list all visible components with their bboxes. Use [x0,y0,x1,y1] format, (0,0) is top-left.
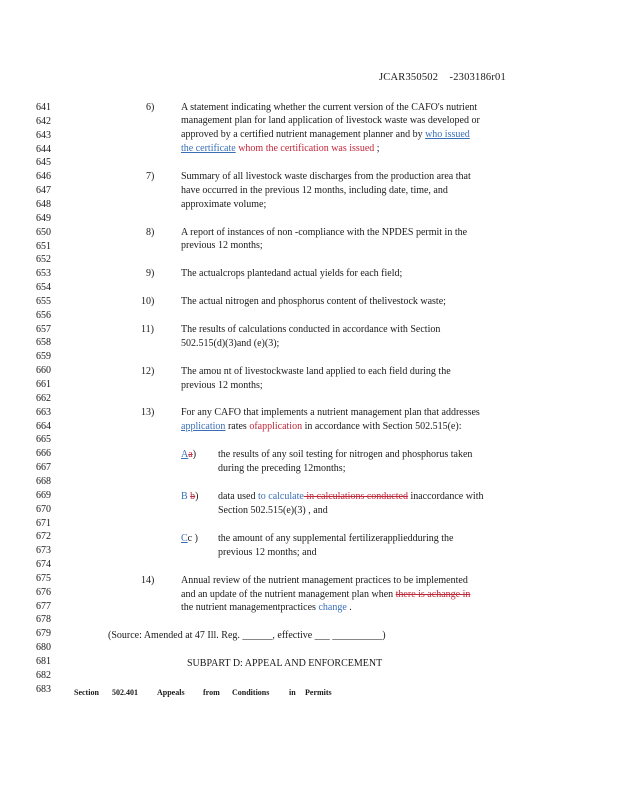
line-number: 673 [36,545,51,557]
line-number: 642 [36,115,51,127]
line-number: 676 [36,586,51,598]
section-number: 502.401 [112,688,138,697]
item-text: approximate volume; [181,199,267,210]
inserted-text: the certificate [181,143,236,154]
item-number: 6) [146,102,155,113]
line-number: 678 [36,614,51,626]
item-number: 12) [141,366,155,377]
line-number: 681 [36,656,51,667]
highlighted-text: ofapplication [249,421,303,432]
item-text: during the preceding 12months; [218,463,346,474]
item-text: For any CAFO that implements a nutrient management plan that addresses [181,407,480,418]
text-run: . [346,602,352,613]
line-number: 680 [36,642,51,654]
item-text: The actualcrops plantedand actual yields for each field; [181,268,403,279]
line-number: 652 [36,254,51,266]
line-number: 657 [36,323,51,335]
section-label: Section [74,688,99,697]
line-number: 662 [36,392,51,404]
inserted-text: application [181,421,226,432]
revision-code: -2303186r01 [449,72,506,83]
line-number: 643 [36,129,51,141]
inserted-text: B [181,491,188,502]
line-number: 649 [36,212,51,224]
line-number: 660 [36,365,51,377]
item-number: 14) [141,575,155,586]
subitem-letter [181,450,196,460]
section-title-word: from [203,688,220,697]
line-number: 682 [36,669,51,681]
item-text: A statement indicating whether the current version of the CAFO's nutrient [181,102,478,113]
line-number: 645 [36,157,51,169]
item-number: 7) [146,171,155,182]
inserted-text: A [181,449,189,460]
item-text: Annual review of the nutrient management practices to be implemented [181,575,468,586]
line-number: 671 [36,517,51,529]
subitem-letter [181,534,198,544]
doc-code: JCAR350502 [379,72,439,83]
item-number: 8) [146,227,155,238]
inserted-text: change [318,602,347,613]
line-number: 650 [36,226,51,238]
line-number: 656 [36,309,51,321]
text-run: ; [374,143,380,154]
line-number: 677 [36,600,51,612]
section-title-word: Appeals [157,688,185,697]
section-title-word: Conditions [232,688,270,697]
deleted-text: there is achange in [395,589,471,600]
item-text: previous 12 months; [181,380,263,391]
item-text: 502.515(d)(3)and (e)(3); [181,338,280,349]
text-run: approved by a certified nutrient management planner and by [181,129,423,140]
item-text [218,492,483,502]
line-number: 668 [36,475,51,487]
item-text: management plan for land application of livestock waste was developed or [181,115,480,126]
item-number: 11) [141,324,154,335]
line-number: 670 [36,503,51,515]
line-number: 683 [36,683,51,695]
section-title-word: in [289,688,296,697]
line-number: 672 [36,531,51,543]
line-number: 674 [36,559,51,570]
item-text [181,130,470,140]
line-number: 646 [36,171,51,183]
line-number: 655 [36,295,51,307]
item-text: have occurred in the previous 12 months, including date, time, and [181,185,448,196]
inserted-text: C [181,533,188,544]
line-number: 669 [36,489,51,501]
line-number: 651 [36,240,51,252]
item-text [181,603,352,613]
line-number: 647 [36,185,51,197]
line-number: 663 [36,406,51,418]
line-number: 644 [36,143,51,155]
line-number: 667 [36,462,51,474]
line-number: 675 [36,572,51,584]
deleted-text: in calculations conducted [303,491,408,502]
line-number: 665 [36,434,51,446]
text-run: c ) [187,533,198,544]
line-number: 653 [36,268,51,280]
line-number: 648 [36,198,51,210]
subpart-heading: SUBPART D: APPEAL AND ENFORCEMENT [187,658,383,669]
line-number: 658 [36,337,51,349]
line-number: 661 [36,379,51,390]
text-run: rates [225,421,250,432]
inserted-text: who issued [425,129,470,140]
item-text: Section 502.515(e)(3) , and [218,505,328,516]
highlighted-text: whom the certification was issued [235,143,375,154]
line-number: 654 [36,282,51,293]
item-text: The amou nt of livestockwaste land applied to each field during the [181,366,451,377]
item-text: previous 12 months; and [218,547,317,558]
item-text: Summary of all livestock waste discharges from the production area that [181,171,471,182]
line-number: 666 [36,448,51,460]
line-number: 659 [36,351,51,363]
text-run: ) [195,491,199,502]
text-run: the nutrient managementpractices [181,602,319,613]
subitem-letter [181,492,199,502]
inserted-text: to calculate [258,491,304,502]
item-number: 9) [146,268,155,279]
item-text: A report of instances of non -compliance with the NPDES permit in the [181,227,468,238]
item-number: 10) [141,296,155,307]
deleted-text: a [188,449,193,460]
item-text [181,144,380,154]
line-number: 679 [36,628,51,640]
item-text: the results of any soil testing for nitrogen and phosphorus taken [218,449,473,460]
line-number: 664 [36,420,51,432]
item-text [181,422,461,432]
item-text: The results of calculations conducted in accordance with Section [181,324,441,335]
text-run: and an update of the nutrient management plan when [181,589,396,600]
item-text: previous 12 months; [181,240,263,251]
source-note: (Source: Amended at 47 Ill. Reg. ______, effective ___ __________) [108,630,386,641]
text-run: inaccordance with [407,491,484,502]
text-run: ) [192,449,197,460]
text-run: in accordance with Section 502.515(e): [302,421,462,432]
line-number: 641 [36,102,51,113]
item-text [181,590,470,600]
page-header [379,72,506,83]
item-text: the amount of any supplemental fertilizerappliedduring the [218,533,454,544]
deleted-text: b [190,491,196,502]
item-text: The actual nitrogen and phosphorus content of thelivestock waste; [181,296,446,307]
section-title-word: Permits [305,688,332,697]
text-run: data used [218,491,258,502]
item-number: 13) [141,407,155,418]
